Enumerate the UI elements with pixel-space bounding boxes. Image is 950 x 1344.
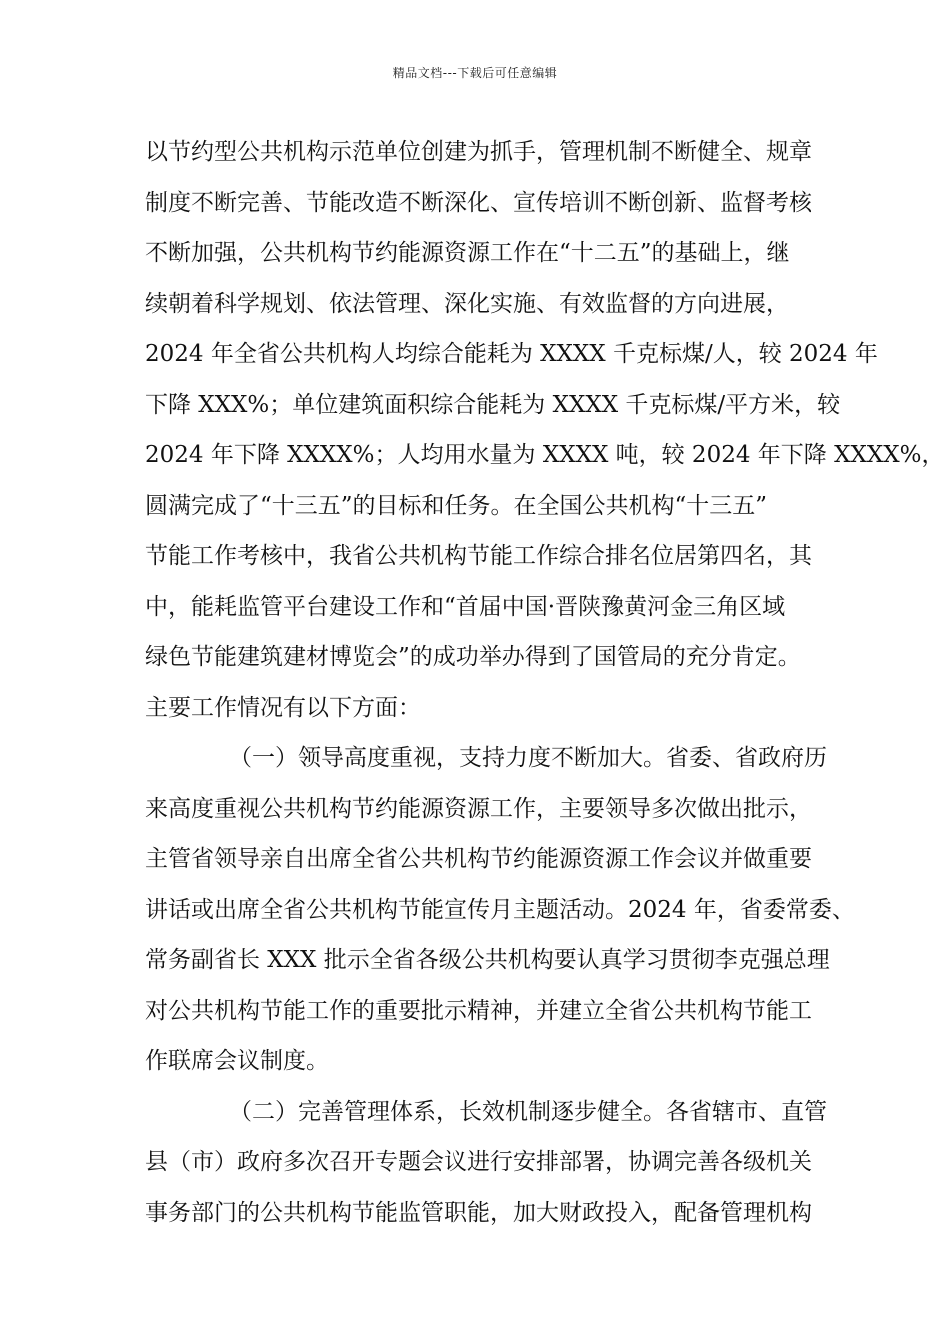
text-line: 中，能耗监管平台建设工作和“首届中国·晋陕豫黄河金三角区域 — [145, 593, 786, 620]
document-body — [145, 127, 945, 1238]
text-line: 事务部门的公共机构节能监管职能，加大财政投入，配备管理机构 — [145, 1199, 812, 1226]
text-line: 主要工作情况有以下方面： — [145, 694, 421, 721]
text-line: 绿色节能建筑建材博览会”的成功举办得到了国管局的充分肯定。 — [145, 644, 801, 670]
text-line: 对公共机构节能工作的重要批示精神，并建立全省公共机构节能工 — [145, 997, 812, 1024]
paragraph-heading-1: （一）领导高度重视，支持力度不断加大。省委、省政府历 — [229, 745, 827, 771]
text-line: 下降 XXX%；单位建筑面积综合能耗为 XXXX 千克标煤/平方米，较 — [145, 391, 841, 418]
text-line: 2024 年全省公共机构人均综合能耗为 XXXX 千克标煤/人，较 2024 年 — [145, 341, 878, 367]
text-line: 作联席会议制度。 — [145, 1048, 329, 1074]
text-line: 2024 年下降 XXXX%；人均用水量为 XXXX 吨，较 2024 年下降 XXXX%， — [145, 442, 945, 468]
text-line: 制度不断完善、节能改造不断深化、宣传培训不断创新、监督考核 — [145, 189, 812, 216]
text-line: 节能工作考核中，我省公共机构节能工作综合排名位居第四名，其 — [145, 543, 812, 569]
text-line: 主管省领导亲自出席全省公共机构节约能源资源工作会议并做重要 — [145, 846, 812, 872]
page-header: 精品文档---下载后可任意编辑 — [392, 66, 558, 80]
text-line: 续朝着科学规划、依法管理、深化实施、有效监督的方向进展， — [145, 290, 789, 317]
text-line: 以节约型公共机构示范单位创建为抓手，管理机制不断健全、规章 — [145, 139, 812, 165]
text-line: 不断加强，公共机构节约能源资源工作在“十二五”的基础上，继 — [145, 240, 790, 266]
paragraph-heading-2: （二）完善管理体系，长效机制逐步健全。各省辖市、直管 — [229, 1098, 827, 1125]
text-line: 县（市）政府多次召开专题会议进行安排部署，协调完善各级机关 — [145, 1149, 812, 1175]
text-line: 常务副省长 XXX 批示全省各级公共机构要认真学习贯彻李克强总理 — [145, 947, 830, 973]
text-line: 讲话或出席全省公共机构节能宣传月主题活动。2024 年，省委常委、 — [145, 896, 855, 923]
text-line: 圆满完成了“十三五”的目标和任务。在全国公共机构“十三五” — [145, 492, 768, 519]
text-line: 来高度重视公共机构节约能源资源工作，主要领导多次做出批示， — [145, 795, 812, 822]
